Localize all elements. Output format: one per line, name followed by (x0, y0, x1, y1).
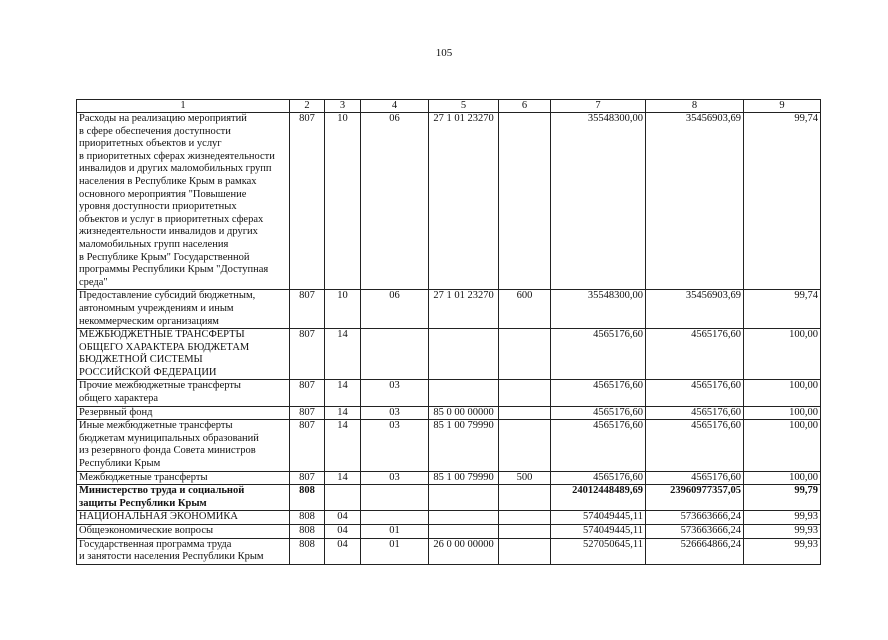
code-section-cell: 14 (325, 471, 361, 485)
table-row (77, 329, 821, 380)
table-row (77, 485, 821, 511)
row-name-cell: МЕЖБЮДЖЕТНЫЕ ТРАНСФЕРТЫ ОБЩЕГО ХАРАКТЕРА БЮДЖЕТАМ БЮДЖЕТНОЙ СИСТЕМЫ РОССИЙСКОЙ ФЕДЕРАЦИИ (77, 329, 290, 380)
executed-amount-cell: 4565176,60 (646, 471, 744, 485)
table-row (77, 380, 821, 406)
table-row (77, 420, 821, 471)
code-subsection-cell: 01 (361, 538, 429, 564)
execution-percent-cell: 100,00 (744, 380, 821, 406)
code-expense-type-cell (499, 525, 551, 539)
row-name-cell: Межбюджетные трансферты (77, 471, 290, 485)
executed-amount-cell: 23960977357,05 (646, 485, 744, 511)
code-subsection-cell: 06 (361, 290, 429, 329)
code-target-cell (429, 525, 499, 539)
code-ministry-cell: 808 (290, 511, 325, 525)
code-subsection-cell: 06 (361, 113, 429, 290)
executed-amount-cell: 4565176,60 (646, 329, 744, 380)
executed-amount-cell: 35456903,69 (646, 290, 744, 329)
executed-amount-cell: 4565176,60 (646, 420, 744, 471)
column-header: 5 (429, 100, 499, 113)
planned-amount-cell: 574049445,11 (551, 511, 646, 525)
column-header: 3 (325, 100, 361, 113)
execution-percent-cell: 100,00 (744, 329, 821, 380)
executed-amount-cell: 526664866,24 (646, 538, 744, 564)
column-header: 6 (499, 100, 551, 113)
code-subsection-cell: 03 (361, 420, 429, 471)
planned-amount-cell: 24012448489,69 (551, 485, 646, 511)
planned-amount-cell: 4565176,60 (551, 471, 646, 485)
code-section-cell: 14 (325, 420, 361, 471)
code-expense-type-cell: 600 (499, 290, 551, 329)
executed-amount-cell: 573663666,24 (646, 525, 744, 539)
execution-percent-cell: 99,74 (744, 113, 821, 290)
row-name-cell: Общеэкономические вопросы (77, 525, 290, 539)
code-section-cell: 04 (325, 538, 361, 564)
executed-amount-cell: 35456903,69 (646, 113, 744, 290)
executed-amount-cell: 4565176,60 (646, 406, 744, 420)
page-number: 105 (435, 47, 453, 59)
code-ministry-cell: 807 (290, 329, 325, 380)
code-section-cell: 14 (325, 380, 361, 406)
code-target-cell (429, 485, 499, 511)
row-name-cell: Министерство труда и социальной защиты Республики Крым (77, 485, 290, 511)
executed-amount-cell: 573663666,24 (646, 511, 744, 525)
row-name-cell: Государственная программа труда и занятости населения Республики Крым (77, 538, 290, 564)
execution-percent-cell: 100,00 (744, 420, 821, 471)
code-subsection-cell: 03 (361, 406, 429, 420)
execution-percent-cell: 100,00 (744, 406, 821, 420)
code-expense-type-cell (499, 406, 551, 420)
column-header: 2 (290, 100, 325, 113)
code-expense-type-cell (499, 538, 551, 564)
code-ministry-cell: 807 (290, 290, 325, 329)
column-header: 9 (744, 100, 821, 113)
code-expense-type-cell: 500 (499, 471, 551, 485)
column-header: 7 (551, 100, 646, 113)
code-subsection-cell: 03 (361, 471, 429, 485)
row-name-cell: Резервный фонд (77, 406, 290, 420)
row-name-cell: Прочие межбюджетные трансферты общего характера (77, 380, 290, 406)
row-name-cell: Расходы на реализацию мероприятий в сфере обеспечения доступности приоритетных объектов и услуг в приоритетных сферах жизнедеятельности инвалидов и других маломобильных групп населения в Республике Крым в рамках основного мероприятия "Повышение уровня доступности приоритетных объектов и услуг в приоритетных сферах жизнедеятельности инвалидов и других маломобильных групп населения в Республике Крым" Государственной программы Республики Крым "Доступная среда" (77, 113, 290, 290)
row-name-cell: Иные межбюджетные трансферты бюджетам муниципальных образований из резервного фонда Совета министров Республики Крым (77, 420, 290, 471)
code-target-cell (429, 329, 499, 380)
code-expense-type-cell (499, 420, 551, 471)
execution-percent-cell: 99,74 (744, 290, 821, 329)
code-ministry-cell: 808 (290, 485, 325, 511)
code-ministry-cell: 808 (290, 525, 325, 539)
code-subsection-cell (361, 329, 429, 380)
column-header: 1 (77, 100, 290, 113)
code-target-cell: 85 0 00 00000 (429, 406, 499, 420)
table-row (77, 538, 821, 564)
column-header: 4 (361, 100, 429, 113)
code-expense-type-cell (499, 485, 551, 511)
code-target-cell: 26 0 00 00000 (429, 538, 499, 564)
code-section-cell: 10 (325, 290, 361, 329)
code-target-cell: 27 1 01 23270 (429, 290, 499, 329)
code-ministry-cell: 807 (290, 113, 325, 290)
code-section-cell: 14 (325, 406, 361, 420)
planned-amount-cell: 4565176,60 (551, 406, 646, 420)
code-target-cell: 27 1 01 23270 (429, 113, 499, 290)
code-expense-type-cell (499, 511, 551, 525)
table-row (77, 290, 821, 329)
code-ministry-cell: 808 (290, 538, 325, 564)
code-section-cell: 14 (325, 329, 361, 380)
code-target-cell (429, 511, 499, 525)
table-row (77, 525, 821, 539)
code-target-cell: 85 1 00 79990 (429, 471, 499, 485)
code-section-cell: 04 (325, 511, 361, 525)
execution-percent-cell: 99,93 (744, 538, 821, 564)
planned-amount-cell: 527050645,11 (551, 538, 646, 564)
code-section-cell (325, 485, 361, 511)
planned-amount-cell: 35548300,00 (551, 113, 646, 290)
code-ministry-cell: 807 (290, 406, 325, 420)
code-section-cell: 04 (325, 525, 361, 539)
table-row (77, 511, 821, 525)
table-row (77, 471, 821, 485)
code-expense-type-cell (499, 380, 551, 406)
planned-amount-cell: 4565176,60 (551, 420, 646, 471)
code-target-cell: 85 1 00 79990 (429, 420, 499, 471)
row-name-cell: Предоставление субсидий бюджетным, автономным учреждениям и иным некоммерческим организациям (77, 290, 290, 329)
planned-amount-cell: 35548300,00 (551, 290, 646, 329)
execution-percent-cell: 99,93 (744, 525, 821, 539)
table-row (77, 406, 821, 420)
budget-table (76, 99, 821, 565)
code-ministry-cell: 807 (290, 420, 325, 471)
code-subsection-cell (361, 511, 429, 525)
code-subsection-cell: 03 (361, 380, 429, 406)
code-subsection-cell: 01 (361, 525, 429, 539)
planned-amount-cell: 574049445,11 (551, 525, 646, 539)
execution-percent-cell: 99,79 (744, 485, 821, 511)
table-row (77, 113, 821, 290)
executed-amount-cell: 4565176,60 (646, 380, 744, 406)
planned-amount-cell: 4565176,60 (551, 380, 646, 406)
code-expense-type-cell (499, 113, 551, 290)
column-header: 8 (646, 100, 744, 113)
execution-percent-cell: 99,93 (744, 511, 821, 525)
code-subsection-cell (361, 485, 429, 511)
code-expense-type-cell (499, 329, 551, 380)
execution-percent-cell: 100,00 (744, 471, 821, 485)
code-target-cell (429, 380, 499, 406)
row-name-cell: НАЦИОНАЛЬНАЯ ЭКОНОМИКА (77, 511, 290, 525)
code-ministry-cell: 807 (290, 471, 325, 485)
planned-amount-cell: 4565176,60 (551, 329, 646, 380)
column-number-row (77, 100, 821, 113)
code-ministry-cell: 807 (290, 380, 325, 406)
code-section-cell: 10 (325, 113, 361, 290)
